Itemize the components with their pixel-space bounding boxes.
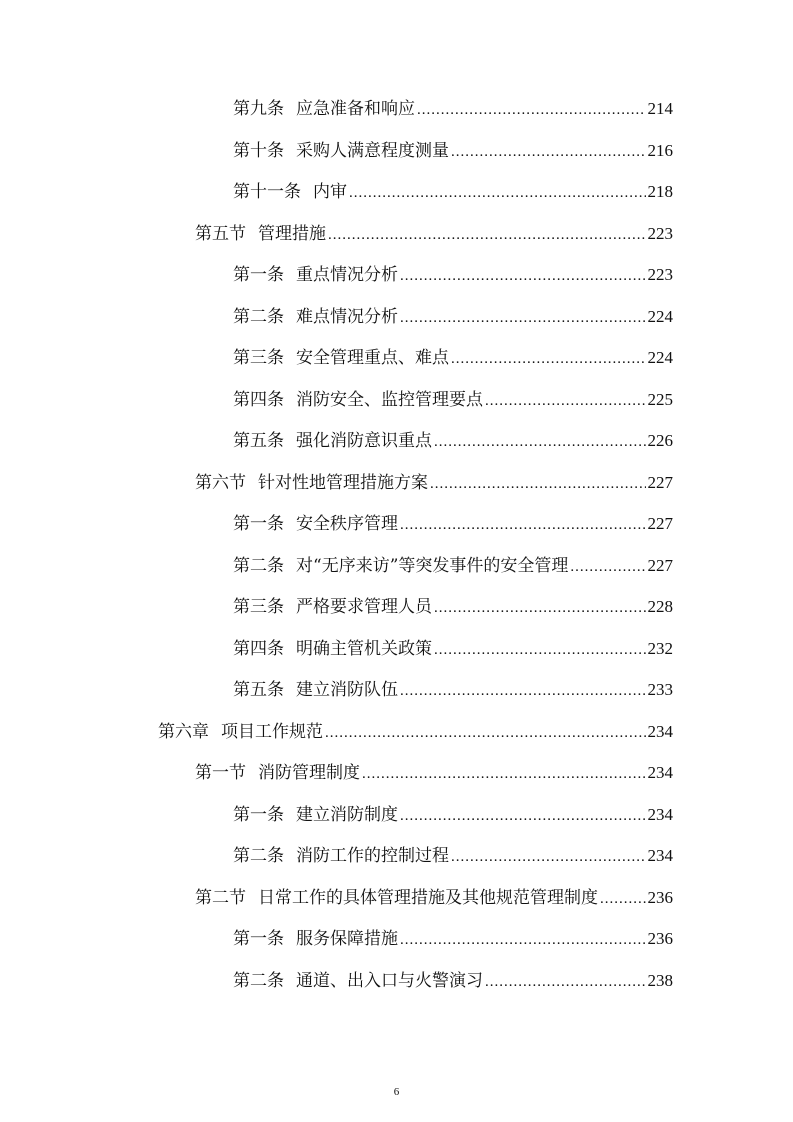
toc-entry-page: 236	[647, 888, 673, 907]
toc-entry-number: 第一节	[195, 763, 246, 783]
toc-entry-number: 第一条	[233, 929, 284, 949]
toc-entry-page: 234	[647, 805, 673, 824]
toc-entry-number: 第一条	[233, 514, 284, 534]
dot-leader	[362, 761, 646, 787]
toc-entry-title: 项目工作规范	[221, 722, 323, 742]
toc-entry-number: 第一条	[233, 265, 284, 285]
toc-entry-page: 226	[647, 431, 673, 450]
dot-leader	[349, 180, 646, 206]
dot-leader	[400, 263, 646, 289]
toc-entry-page: 234	[647, 846, 673, 865]
toc-entry[interactable]	[233, 802, 673, 828]
toc-entry-number: 第二节	[195, 888, 246, 908]
toc-entry-title: 难点情况分析	[296, 307, 398, 327]
toc-entry[interactable]	[233, 179, 673, 205]
toc-entry[interactable]	[195, 221, 673, 247]
toc-entry[interactable]	[233, 553, 673, 579]
dot-leader	[430, 471, 646, 497]
toc-entry[interactable]	[158, 719, 673, 745]
toc-entry-title: 安全管理重点、难点	[296, 348, 449, 368]
toc-entry-title: 安全秩序管理	[296, 514, 398, 534]
dot-leader	[434, 595, 646, 621]
toc-entry[interactable]	[233, 843, 673, 869]
dot-leader	[570, 554, 645, 580]
toc-entry-number: 第二条	[233, 556, 284, 576]
dot-leader	[400, 927, 646, 953]
toc-entry-number: 第二条	[233, 307, 284, 327]
dot-leader	[400, 678, 646, 704]
toc-entry-title: 消防工作的控制过程	[296, 846, 449, 866]
toc-entry-title: 明确主管机关政策	[296, 639, 432, 659]
toc-entry-page: 234	[647, 763, 673, 782]
toc-entry-page: 236	[647, 929, 673, 948]
toc-entry[interactable]	[233, 387, 673, 413]
toc-entry-page: 218	[647, 182, 673, 201]
toc-entry[interactable]	[233, 926, 673, 952]
toc-entry-page: 228	[647, 597, 673, 616]
dot-leader	[485, 969, 646, 995]
page-number-footer: 6	[393, 1086, 400, 1098]
dot-leader	[600, 886, 646, 912]
toc-entry-title: 建立消防队伍	[296, 680, 398, 700]
toc-entry-title: 日常工作的具体管理措施及其他规范管理制度	[258, 888, 598, 908]
toc-entry[interactable]	[195, 885, 673, 911]
toc-entry-page: 227	[647, 473, 673, 492]
toc-entry-page: 214	[647, 99, 673, 118]
toc-entry[interactable]	[233, 677, 673, 703]
toc-entry-title: 通道、出入口与火警演习	[296, 971, 483, 991]
toc-entry-number: 第三条	[233, 348, 284, 368]
dot-leader	[434, 637, 646, 663]
toc-entry[interactable]	[233, 345, 673, 371]
dot-leader	[451, 139, 646, 165]
toc-entry[interactable]	[233, 304, 673, 330]
toc-entry-title: 采购人满意程度测量	[296, 141, 449, 161]
toc-entry-title: 应急准备和响应	[296, 99, 415, 119]
toc-entry-title: 消防安全、监控管理要点	[296, 390, 483, 410]
toc-entry-page: 224	[647, 307, 673, 326]
toc-entry-number: 第一条	[233, 805, 284, 825]
toc-entry-title: 建立消防制度	[296, 805, 398, 825]
toc-entry[interactable]	[233, 262, 673, 288]
dot-leader	[328, 222, 646, 248]
toc-entry-number: 第二条	[233, 846, 284, 866]
toc-entry-page: 233	[647, 680, 673, 699]
dot-leader	[451, 844, 646, 870]
toc-entry-page: 227	[647, 514, 673, 533]
toc-entry[interactable]	[233, 636, 673, 662]
toc-entry-number: 第四条	[233, 639, 284, 659]
toc-entry-page: 225	[647, 390, 673, 409]
toc-entry-page: 227	[647, 556, 673, 575]
toc-entry-page: 216	[647, 141, 673, 160]
toc-entry[interactable]	[233, 138, 673, 164]
toc-entry-number: 第三条	[233, 597, 284, 617]
dot-leader	[417, 97, 646, 123]
toc-entry-number: 第十一条	[233, 182, 301, 202]
toc-entry-page: 223	[647, 224, 673, 243]
toc-entry-title: 内审	[313, 182, 347, 202]
toc-entry-page: 232	[647, 639, 673, 658]
dot-leader	[400, 803, 646, 829]
toc-entry[interactable]	[233, 511, 673, 537]
toc-entry-number: 第四条	[233, 390, 284, 410]
dot-leader	[485, 388, 646, 414]
toc-entry-title: 严格要求管理人员	[296, 597, 432, 617]
toc-entry-page: 238	[647, 971, 673, 990]
dot-leader	[434, 429, 646, 455]
toc-entry-page: 234	[647, 722, 673, 741]
toc-entry-title: 消防管理制度	[258, 763, 360, 783]
toc-entry-title: 管理措施	[258, 224, 326, 244]
toc-entry-number: 第六节	[195, 473, 246, 493]
toc-entry[interactable]	[233, 428, 673, 454]
toc-entry-title: 重点情况分析	[296, 265, 398, 285]
toc-entry-number: 第六章	[158, 722, 209, 742]
toc-entry[interactable]	[233, 968, 673, 994]
toc-entry-number: 第十条	[233, 141, 284, 161]
toc-entry-page: 223	[647, 265, 673, 284]
toc-entry-number: 第九条	[233, 99, 284, 119]
toc-entry-page: 224	[647, 348, 673, 367]
toc-entry[interactable]	[233, 96, 673, 122]
toc-entry[interactable]	[195, 760, 673, 786]
toc-entry-number: 第五条	[233, 431, 284, 451]
dot-leader	[325, 720, 646, 746]
toc-entry-title: 针对性地管理措施方案	[258, 473, 428, 493]
toc-entry-number: 第二条	[233, 971, 284, 991]
toc-entry[interactable]	[233, 594, 673, 620]
toc-entry-number: 第五节	[195, 224, 246, 244]
toc-entry[interactable]	[195, 470, 673, 496]
toc-entry-title: 对“无序来访”等突发事件的安全管理	[296, 556, 569, 576]
dot-leader	[400, 512, 646, 538]
dot-leader	[451, 346, 646, 372]
toc-entry-title: 强化消防意识重点	[296, 431, 432, 451]
toc-entry-number: 第五条	[233, 680, 284, 700]
dot-leader	[400, 305, 646, 331]
toc-entry-title: 服务保障措施	[296, 929, 398, 949]
